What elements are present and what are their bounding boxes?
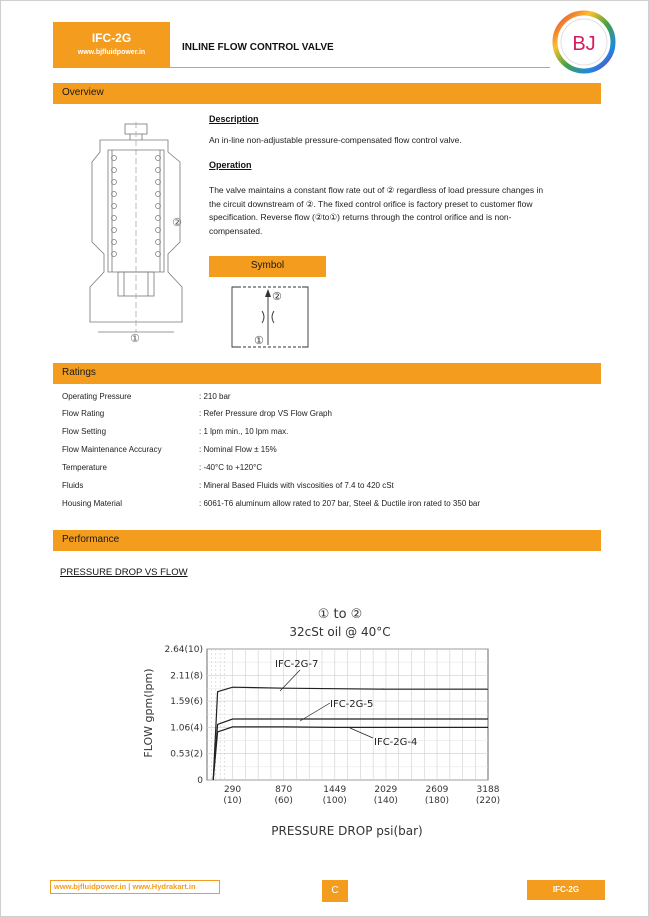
chart-x-axis-label: PRESSURE DROP psi(bar) — [271, 824, 423, 838]
chart-x-tick-label-bar: (100) — [322, 796, 347, 806]
chart-subtitle: 32cSt oil @ 40°C — [289, 625, 391, 639]
rating-value: : Mineral Based Fluids with viscosities of 7.4 to 420 cSt — [199, 481, 394, 490]
rating-label: Fluids — [62, 481, 84, 490]
footer-code: IFC-2G — [527, 880, 605, 900]
rating-value: : 210 bar — [199, 392, 231, 401]
ratings-label: Ratings — [62, 367, 96, 378]
footer-page: C — [322, 880, 348, 902]
product-code-tab — [53, 22, 170, 68]
logo-text: BJ — [572, 33, 596, 55]
chart-series-leader — [350, 728, 373, 738]
description-text: An in-line non-adjustable pressure-compensated flow control valve. — [209, 135, 462, 145]
rating-value: : -40°C to +120°C — [199, 463, 263, 472]
valve-cross-section-drawing — [68, 122, 198, 347]
chart-series-leader — [300, 703, 330, 721]
chart-y-tick-label: 2.11(8) — [170, 671, 203, 682]
chart-y-tick-label: 1.06(4) — [170, 723, 203, 734]
bj-logo — [552, 10, 616, 74]
rating-label: Operating Pressure — [62, 392, 132, 401]
hydraulic-symbol — [230, 285, 310, 349]
rating-label: Flow Maintenance Accuracy — [62, 445, 162, 454]
chart-x-tick-label: 3188 — [476, 785, 500, 795]
drawing-port-1-label: ① — [130, 332, 140, 345]
chart-x-tick-label-bar: (140) — [373, 796, 398, 806]
operation-line: specification. Reverse flow (②to①) returns through the control orifice and is non- — [209, 212, 512, 222]
rating-label: Flow Setting — [62, 427, 107, 436]
operation-line: compensated. — [209, 225, 263, 236]
chart-x-tick-label-bar: (60) — [274, 796, 293, 806]
product-code: IFC-2G — [91, 31, 132, 45]
chart-y-tick-label: 1.59(6) — [170, 697, 203, 708]
ratings-bar — [53, 363, 601, 384]
overview-label: Overview — [62, 87, 104, 98]
header-url[interactable]: www.bjfluidpower.in — [77, 49, 146, 56]
footer-links[interactable]: www.bjfluidpower.in | www.Hydrakart.in — [50, 880, 220, 894]
chart-y-tick-label: 0 — [197, 776, 203, 786]
chart-x-tick-label: 2609 — [425, 785, 449, 795]
description-heading: Description — [209, 114, 259, 124]
rating-value: : 6061-T6 aluminum allow rated to 207 bar, Steel & Ductile iron rated to 350 bar — [199, 499, 481, 508]
operation-line: the circuit downstream of ②. The fixed control orifice is factory preset to customer flow — [209, 198, 533, 209]
chart-title: ① to ② — [317, 607, 363, 622]
rating-value: : 1 lpm min., 10 lpm max. — [199, 427, 289, 436]
chart-series-label: IFC-2G-5 — [330, 699, 374, 710]
page-title: INLINE FLOW CONTROL VALVE — [182, 42, 334, 53]
symbol-heading: Symbol — [209, 256, 326, 277]
symbol-port-1-label: ① — [254, 334, 264, 347]
performance-bar — [53, 530, 601, 551]
header-divider — [170, 67, 550, 68]
chart-x-tick-label: 1449 — [323, 785, 347, 795]
rating-value: : Nominal Flow ± 15% — [199, 445, 277, 454]
rating-value: : Refer Pressure drop VS Flow Graph — [199, 409, 332, 418]
chart-series-label: IFC-2G-7 — [275, 659, 319, 670]
performance-label: Performance — [62, 534, 120, 545]
chart-x-tick-label-bar: (220) — [475, 796, 501, 806]
chart-x-tick-label: 2029 — [374, 785, 398, 795]
operation-text — [209, 184, 579, 238]
drawing-port-2-label: ② — [172, 216, 182, 229]
graph-heading: PRESSURE DROP VS FLOW — [60, 567, 188, 578]
chart-x-tick-label-bar: (10) — [223, 796, 242, 806]
chart-y-tick-label: 0.53(2) — [170, 749, 203, 760]
rating-label: Temperature — [62, 463, 107, 472]
flow-arrow-icon — [265, 289, 271, 297]
chart-x-tick-label: 290 — [223, 785, 242, 795]
operation-line: The valve maintains a constant flow rate out of ② regardless of load pressure changes in — [209, 185, 544, 195]
pressure-flow-chart — [0, 595, 649, 845]
operation-heading: Operation — [209, 160, 252, 170]
symbol-port-2-label: ② — [272, 290, 282, 303]
chart-x-tick-label: 870 — [275, 785, 293, 795]
chart-x-tick-label-bar: (180) — [424, 796, 450, 806]
chart-y-tick-label: 2.64(10) — [164, 645, 203, 655]
overview-bar — [53, 83, 601, 104]
rating-label: Housing Material — [62, 499, 123, 508]
rating-label: Flow Rating — [62, 409, 105, 418]
chart-series-label: IFC-2G-4 — [374, 737, 418, 748]
chart-y-axis-label: FLOW gpm(lpm) — [142, 668, 155, 758]
